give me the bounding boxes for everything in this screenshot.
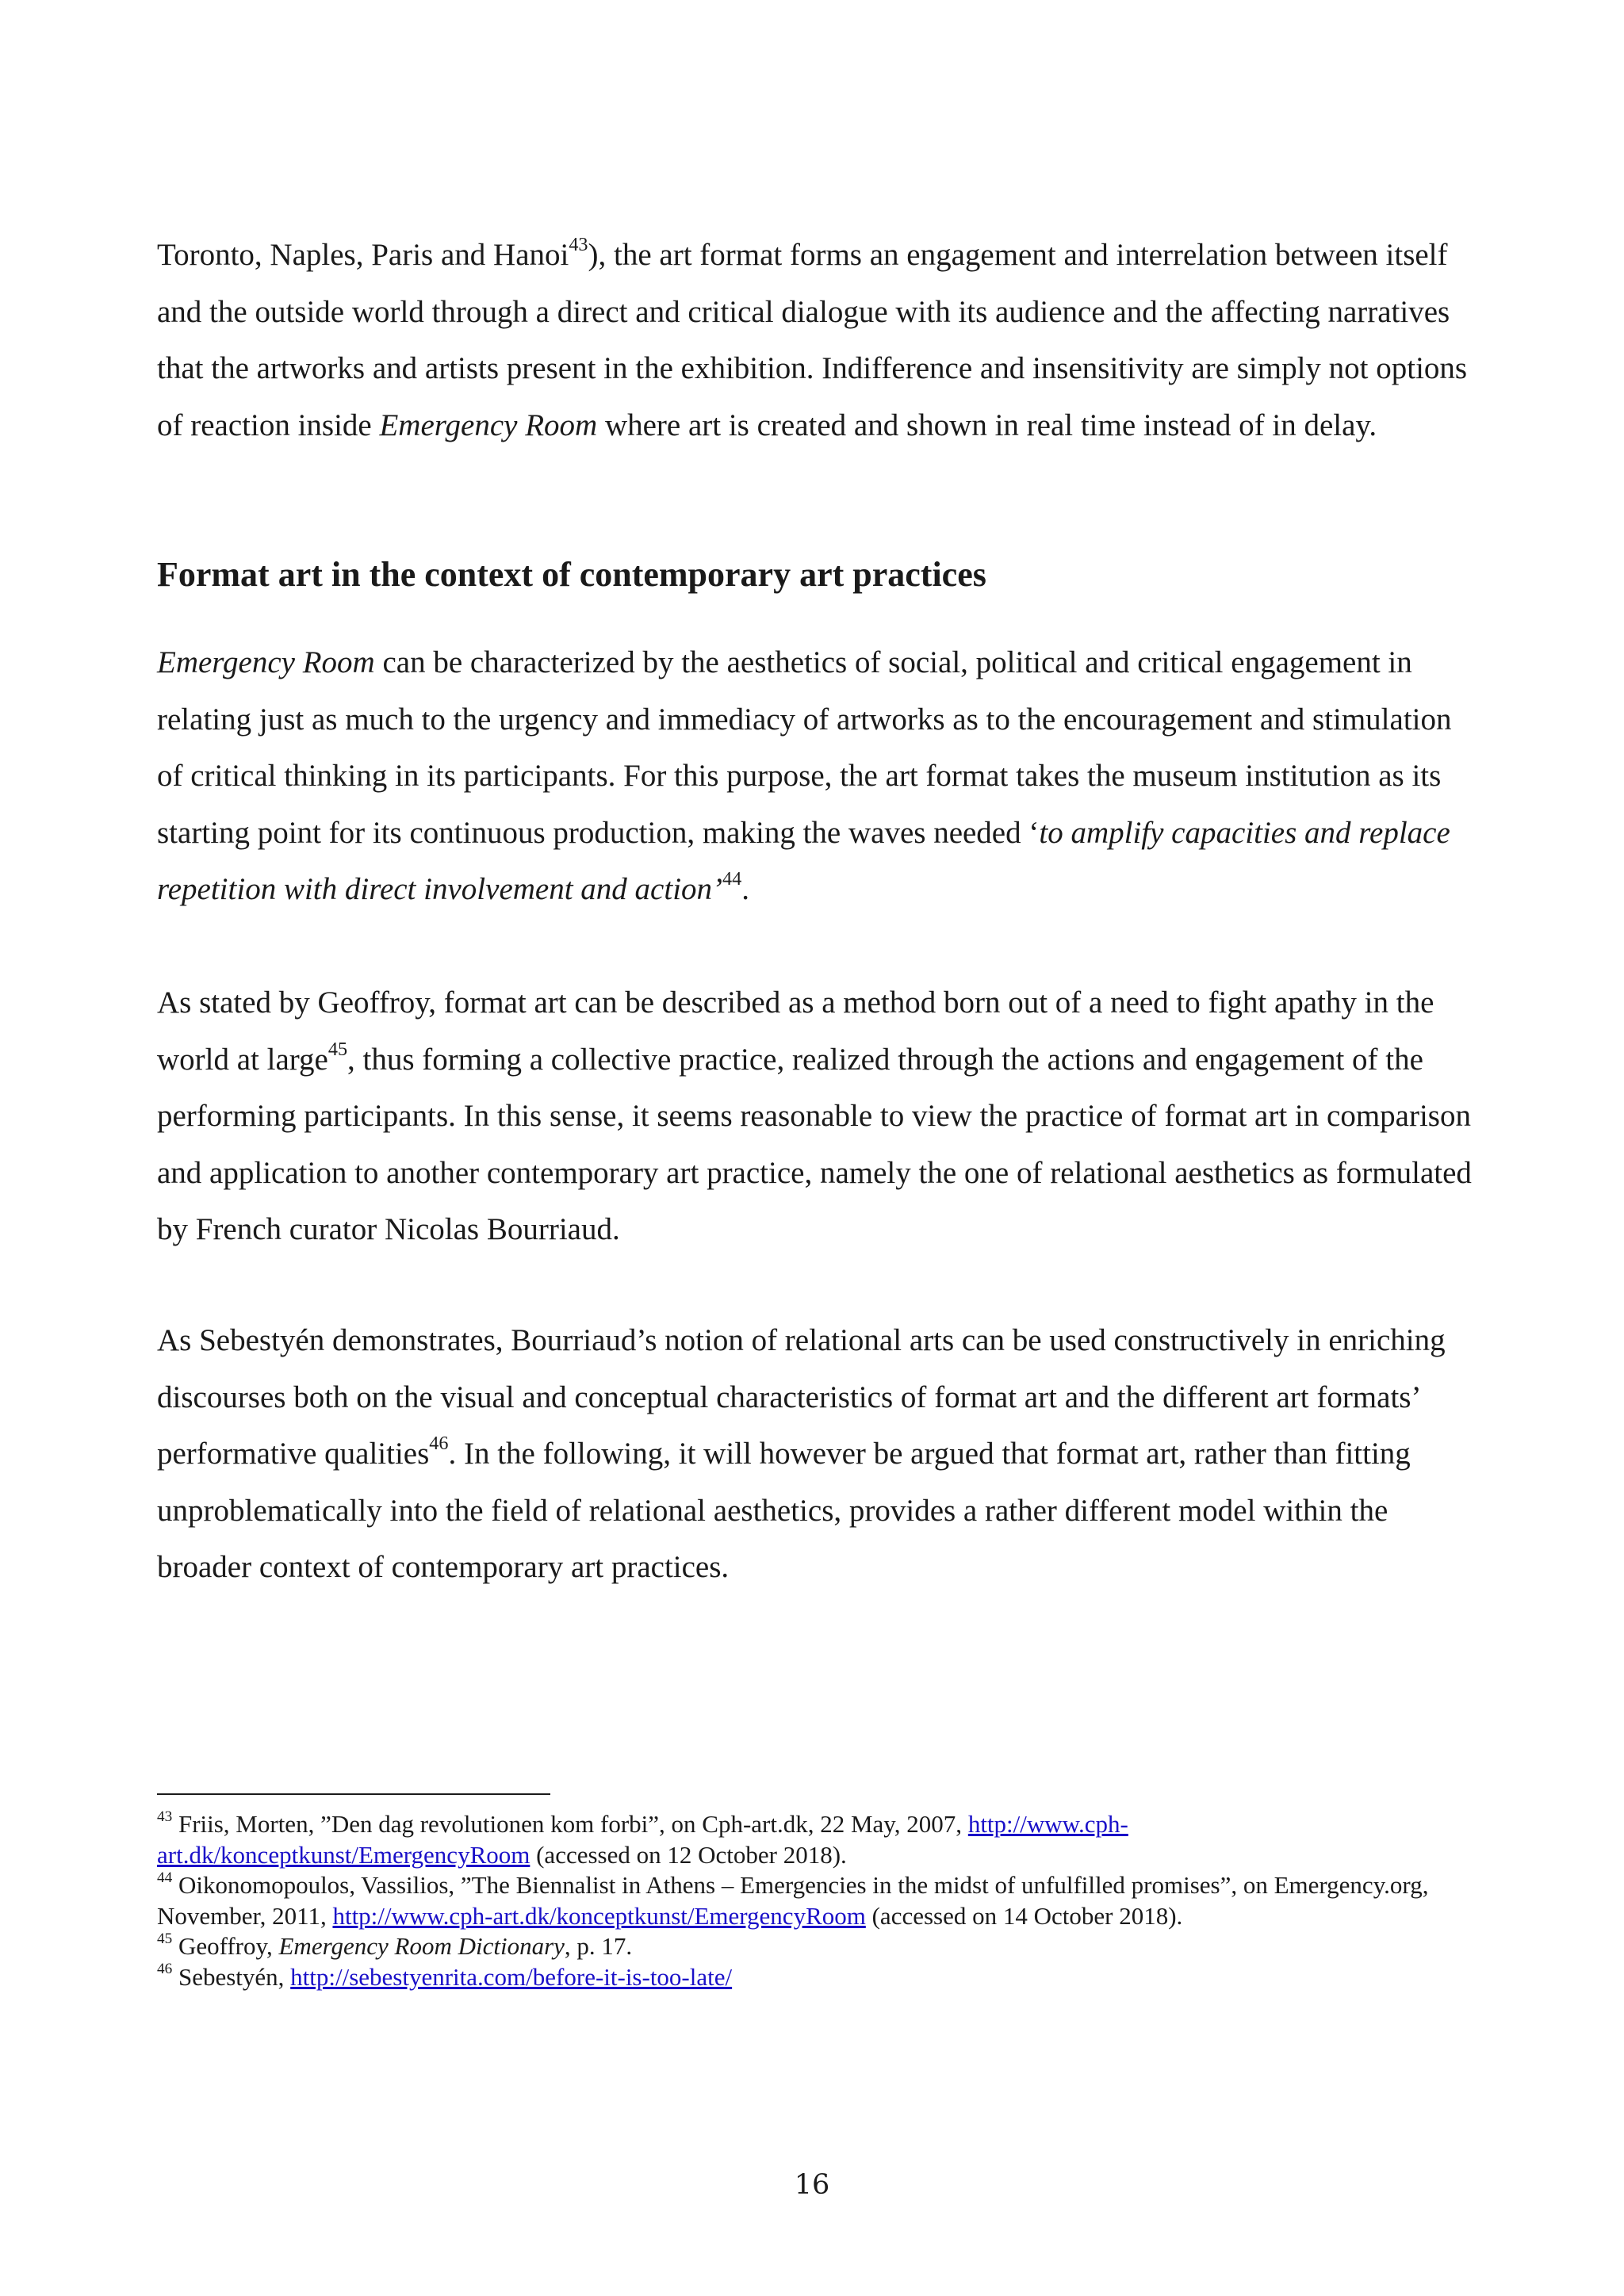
paragraph-sebestyen xyxy=(157,1312,1473,1596)
page-number: 16 xyxy=(794,2169,830,2201)
p2-italic-title: Emergency Room xyxy=(157,645,375,679)
footnote-text: Geoffroy, xyxy=(172,1932,279,1960)
footnote-ref-44[interactable]: 44 xyxy=(722,868,742,890)
footnote-number: 45 xyxy=(157,1930,173,1947)
paragraph-emergency-room xyxy=(157,634,1473,918)
footnote-43 xyxy=(157,1809,1442,1870)
footnote-ref-45[interactable]: 45 xyxy=(327,1038,348,1060)
p3-text-b: , thus forming a collective practice, realized through the actions and engagement of the performing participants. In this sense, it seems reasonable to view the practice of format art in comparison and application to another contemporary art practice, namely the one of relational aesthetics as formulated by French curator Nicolas Bourriaud. xyxy=(157,1042,1472,1246)
p1-text-b: ), the art format forms an engagement and interrelation between itself and the outside world through a direct and critical dialogue with its audience and the affecting narratives that the artworks and artists present in the exhibition. Indifference and insensitivity are simply not options of reaction inside xyxy=(157,238,1468,442)
footnote-text: Friis, Morten, ”Den dag revolutionen kom forbi”, on Cph-art.dk, 22 May, 2007, xyxy=(172,1810,968,1838)
footnote-text: Sebestyén, xyxy=(172,1962,291,1991)
p1-text-c: where art is created and shown in real time instead of in delay. xyxy=(597,408,1377,442)
p1-text-a: Toronto, Naples, Paris and Hanoi xyxy=(157,238,569,272)
p1-italic-title: Emergency Room xyxy=(379,408,598,442)
footnote-number: 44 xyxy=(157,1869,173,1886)
footnote-separator xyxy=(157,1793,550,1795)
p2-text-b: . xyxy=(741,872,749,906)
footnote-number: 46 xyxy=(157,1961,173,1978)
footnote-text: Oikonomopoulos, Vassilios, ”The Biennalist in Athens – Emergencies in the midst of unfulfilled promises”, on Emergency.org, November, 2011, xyxy=(157,1871,1429,1930)
p2-italic-quote: to amplify capacities and replace repetition with direct involvement and action’ xyxy=(157,815,1450,906)
p4-text-a: As Sebestyén demonstrates, Bourriaud’s notion of relational arts can be used constructively in enriching discourses both on the visual and conceptual characteristics of format art and the different art formats’ performative qualities xyxy=(157,1323,1446,1471)
footnote-link[interactable]: http://www.cph-art.dk/konceptkunst/EmergencyRoom xyxy=(332,1901,866,1930)
p4-text-b: . In the following, it will however be argued that format art, rather than fitting unproblematically into the field of relational aesthetics, provides a rather different model within the broader context of contemporary art practices. xyxy=(157,1437,1411,1584)
footnote-46 xyxy=(157,1962,1442,1993)
paragraph-continuation xyxy=(157,227,1473,453)
footnote-link[interactable]: http://sebestyenrita.com/before-it-is-too-late/ xyxy=(290,1962,733,1991)
p2-text-a: can be characterized by the aesthetics of social, political and critical engagement in relating just as much to the urgency and immediacy of artworks as to the encouragement and stimulation of critical thinking in its participants. For this purpose, the art format takes the museum institution as its starting point for its continuous production, making the waves needed ‘ xyxy=(157,645,1452,850)
footnote-text: (accessed on 12 October 2018). xyxy=(530,1840,847,1869)
footnote-number: 43 xyxy=(157,1808,173,1825)
footnote-link[interactable]: http://www.cph-art.dk/konceptkunst/EmergencyRoom xyxy=(157,1810,1128,1869)
footnotes xyxy=(157,1809,1442,1992)
footnote-text: , p. 17. xyxy=(564,1932,633,1960)
footnote-45 xyxy=(157,1931,1442,1962)
footnote-italic-title: Emergency Room Dictionary xyxy=(278,1932,565,1960)
footnote-text: (accessed on 14 October 2018). xyxy=(865,1901,1183,1930)
footnote-44 xyxy=(157,1870,1442,1931)
section-heading: Format art in the context of contemporary art practices xyxy=(157,555,986,594)
footnote-ref-43[interactable]: 43 xyxy=(569,234,588,256)
p3-text-a: As stated by Geoffroy, format art can be described as a method born out of a need to fight apathy in the world at large xyxy=(157,985,1434,1077)
paragraph-geoffroy xyxy=(157,974,1473,1258)
footnote-ref-46[interactable]: 46 xyxy=(429,1433,449,1455)
